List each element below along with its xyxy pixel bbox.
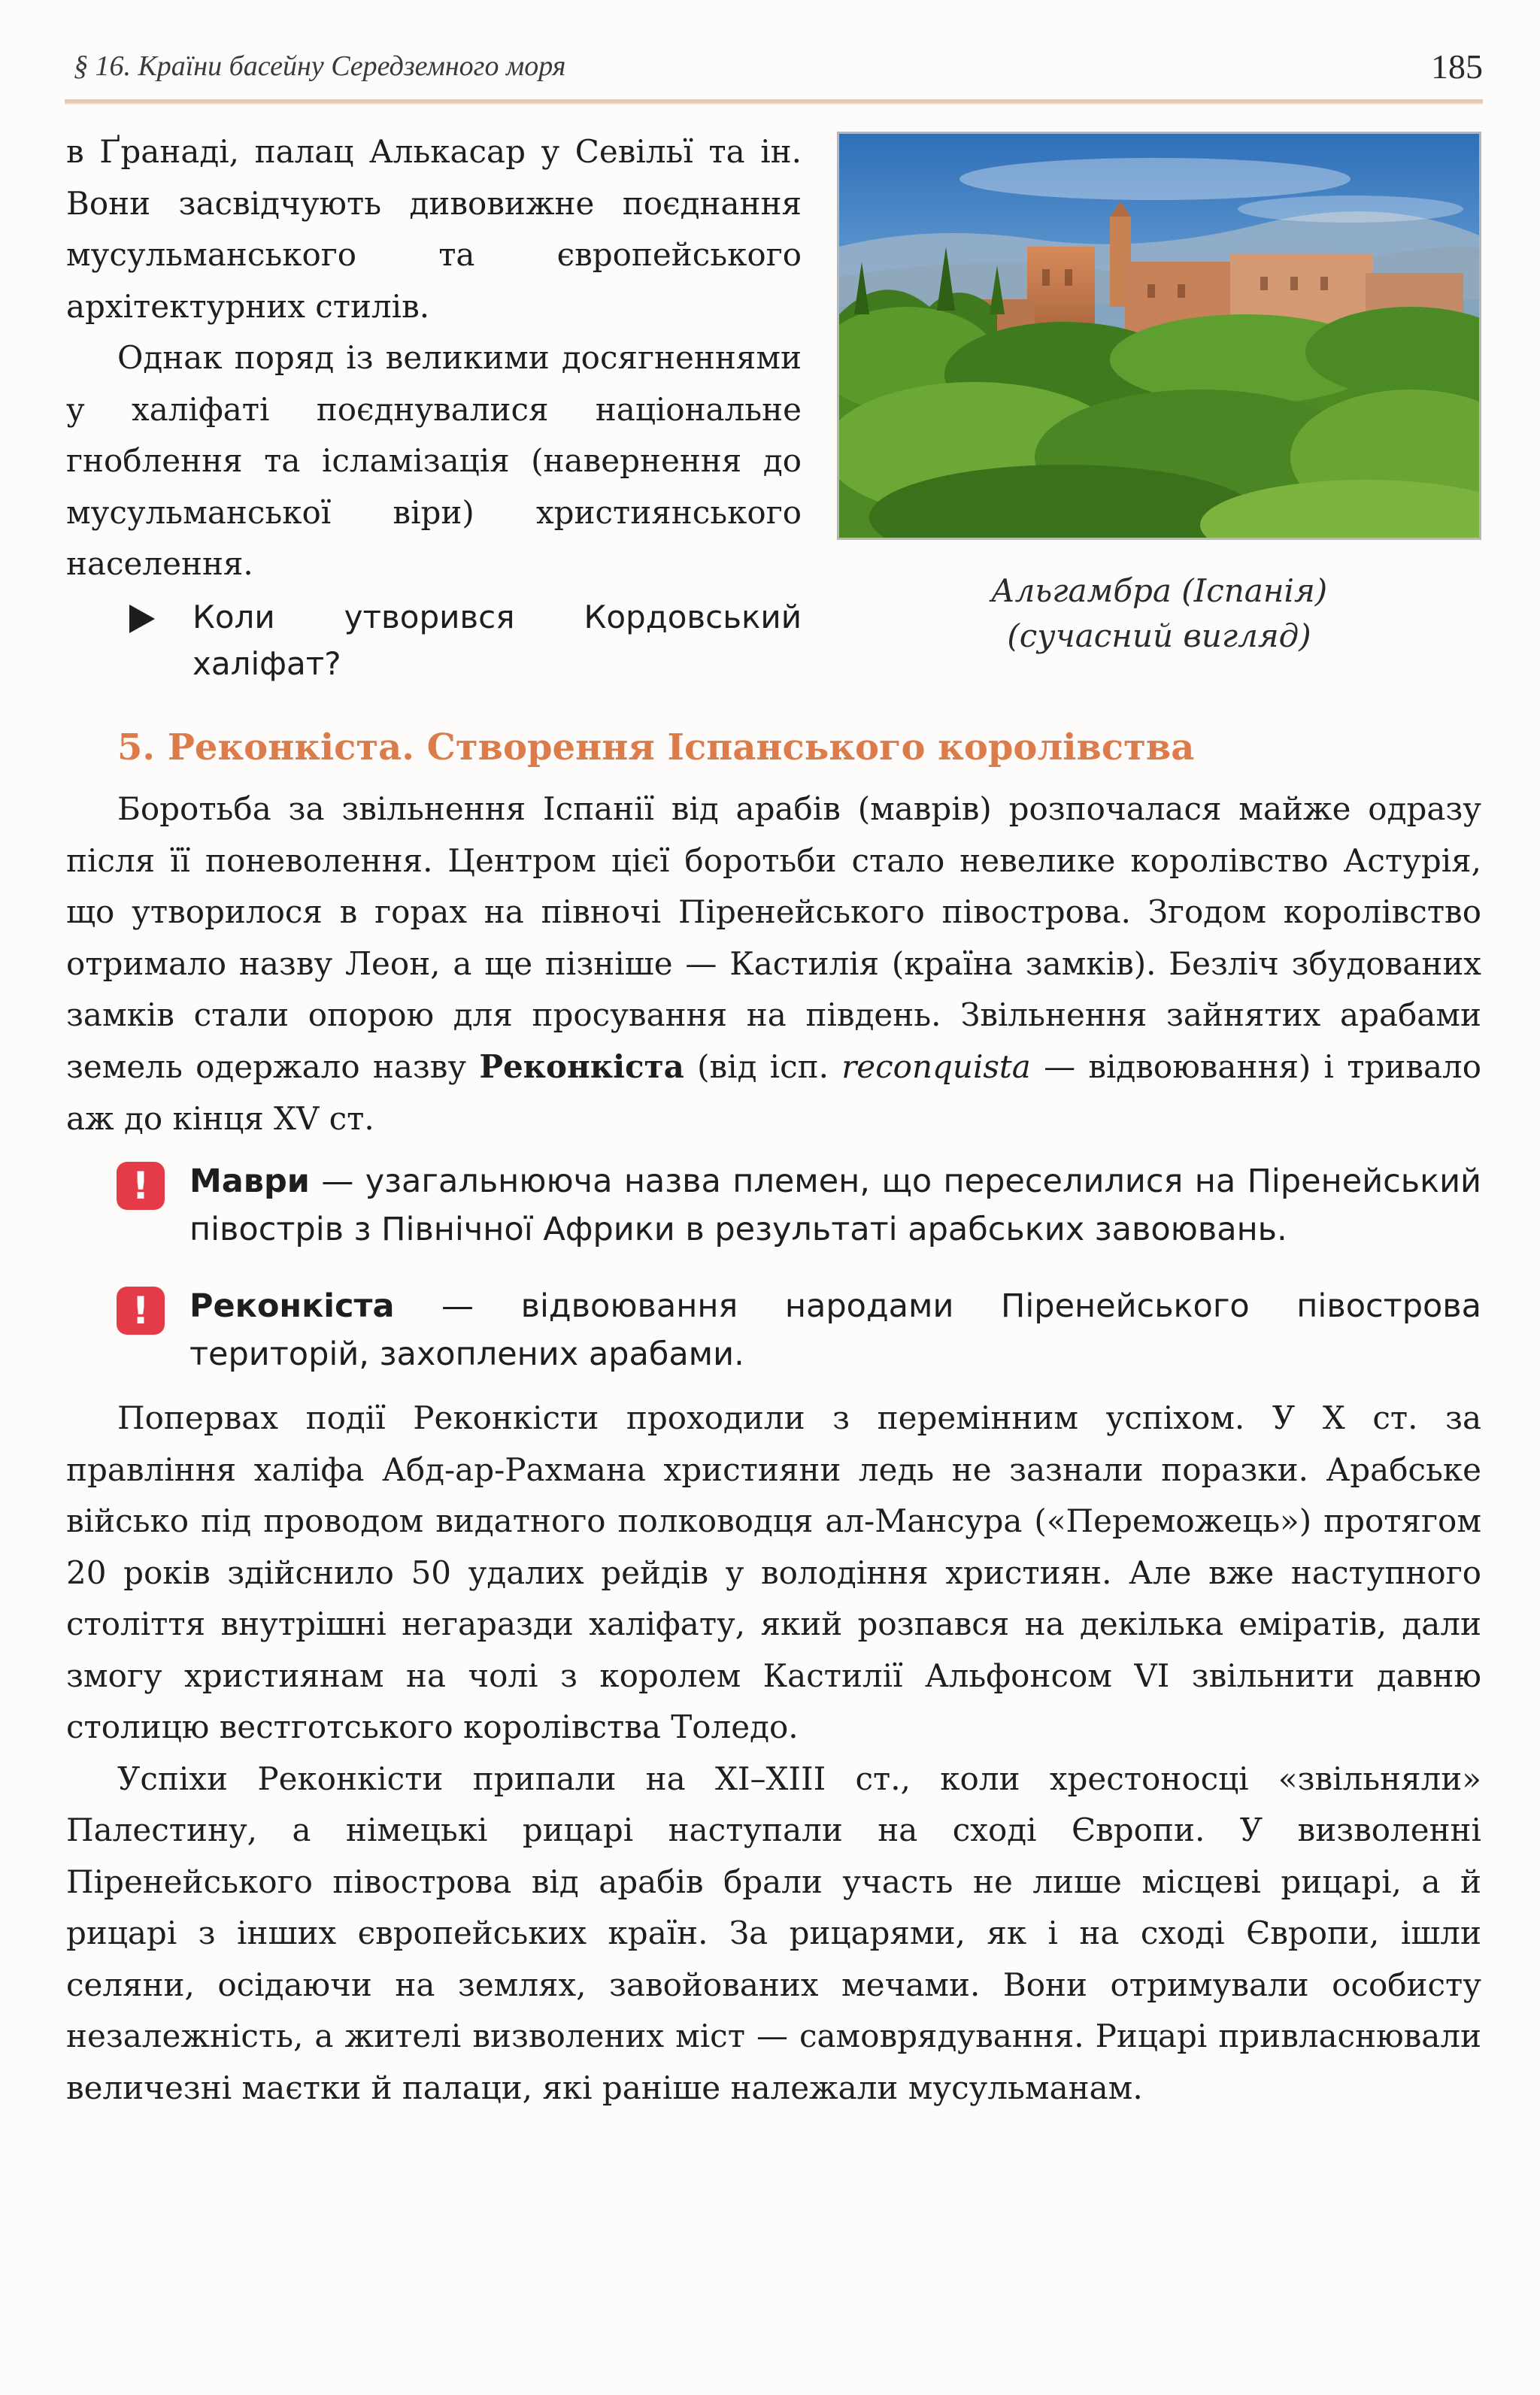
header-rule — [65, 99, 1483, 105]
caption-line-2: (сучасний вигляд) — [1007, 617, 1311, 654]
main-p1-text-3: — відвоювання) і тривало аж до кінця XV ст. — [66, 1047, 1481, 1137]
definition-text — [189, 1157, 1481, 1254]
definition-body: — узагальнююча назва племен, що переселилися на Піренейський півострів з Північної Африки в результаті арабських завоювань. — [189, 1163, 1481, 1248]
exclamation-icon: ! — [117, 1162, 165, 1210]
running-head: § 16. Країни басейну Середземного моря — [74, 50, 566, 82]
lower-paragraph-2: Успіхи Реконкісти припали на XI–XIII ст., коли хрестоносці «звільняли» Палестину, а німецькі рицарі наступали на сході Європи. У визволенні Піренейського півострова від арабів брали участь не лише місцеві рицарі, а й рицарі з інших європейських країн. За рицарями, як і на сході Європи, ішли селяни, осідаючи на землях, завойованих мечами. Вони отримували особисту незалежність, а жителі визволених міст — самоврядування. Рицарі привласнювали величезні маєтки й палаци, які раніше належали мусульманам. — [66, 1760, 1481, 2106]
main-p1-foreign: reconquista — [841, 1047, 1031, 1085]
lower-paragraph-1: Поперваx події Реконкісти проходили з перемінним успіхом. У X ст. за правління халіфа Абд-ар-Рахмана християни ледь не зазнали поразки. Арабське військо під проводом видатного полководця ал-Мансура («Переможець») протягом 20 років здійснило 50 удалих рейдів у володіння християн. Але вже наступного століття внутрішні негаразди халіфату, який розпався на декілька еміратів, дали змогу християнам на чолі з королем Кастилії Альфонсом VI звільнити давню столицю вестготського королівства Толедо. — [66, 1399, 1481, 1745]
question-arrow-icon — [129, 605, 155, 633]
photo-caption — [837, 568, 1481, 659]
definition-mavry — [66, 1157, 1481, 1254]
exclamation-icon: ! — [117, 1287, 165, 1335]
review-question — [66, 594, 802, 687]
main-p1-text-1: Боротьба за звільнення Іспанії від арабів (маврів) розпочалася майже одразу після її поневолення. Центром цієї боротьби стало невелике королівство Астурія, що утворилося в горах на півночі Піренейського півострова. Згодом королівство отримало назву Леон, а ще пізніше — Кастилія (країна замків). Безліч збудованих замків стали опорою для просування на південь. Звільнення зайнятих арабами земель одержало назву — [66, 790, 1481, 1085]
section-heading: 5. Реконкіста. Створення Іспанського королівства — [117, 726, 1195, 769]
definition-body: — відвоювання народами Піренейського півострова територій, захоплених арабами. — [189, 1287, 1481, 1373]
intro-text — [66, 126, 802, 590]
cloud — [959, 158, 1351, 200]
definition-reconquista — [66, 1282, 1481, 1378]
main-text — [66, 784, 1481, 1144]
caption-line-1: Альгамбра (Іспанія) — [990, 572, 1328, 609]
main-p1-text-2: (від ісп. — [684, 1047, 842, 1085]
page-number: 185 — [1431, 47, 1483, 86]
lower-text — [66, 1393, 1481, 2114]
definition-term: Маври — [189, 1163, 310, 1200]
alhambra-illustration — [839, 134, 1479, 538]
intro-paragraph-2: Однак поряд із великими досягненнями у халіфаті поєднувалися національне гноблення та ісламізація (навернення до мусульманської віри) християнського населення. — [66, 339, 802, 582]
main-paragraph-1 — [66, 784, 1481, 1144]
page-header — [65, 39, 1483, 93]
alhambra-photo — [837, 132, 1481, 540]
main-p1-term: Реконкіста — [479, 1047, 684, 1085]
definition-term: Реконкіста — [189, 1287, 395, 1325]
definition-text — [189, 1282, 1481, 1378]
question-text: Коли утворився Кордовський халіфат? — [192, 599, 802, 682]
intro-paragraph-1: в Ґранаді, палац Алькасар у Севільї та ін. Вони засвідчують дивовижне поєднання мусульманського та європейського архітектурних стилів. — [66, 133, 802, 325]
